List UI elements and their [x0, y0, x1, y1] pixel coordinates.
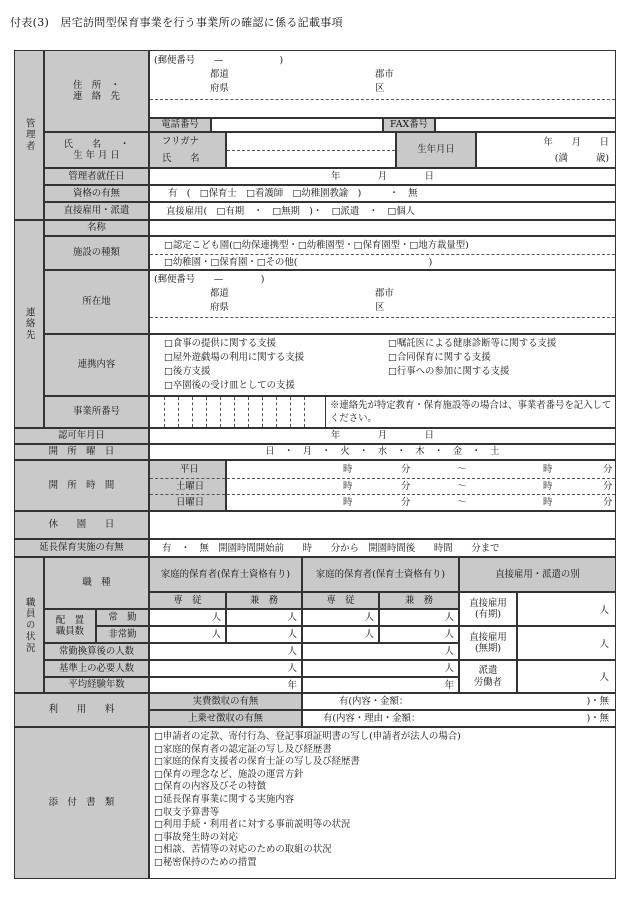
gunshi-label: 郡市 [375, 288, 394, 299]
count-input[interactable] [149, 660, 302, 677]
facility-type-row1: □認定こども園(□幼保連携型・□幼稚園型・□保育園型・□地方裁量型) [164, 240, 469, 251]
weekday-label: 平日 [180, 464, 199, 475]
attachment-item: □収支予算書等 [154, 806, 220, 818]
partner-section-label: 連絡先 [14, 220, 44, 428]
coop-item: □合同保育に関する支援 [388, 352, 491, 363]
digit-divider [276, 397, 277, 427]
unit-nin: 人 [287, 629, 297, 640]
extended-care-value: 有 ・ 無 開園時間開始前 時 分から 開園時間後 時間 分まで [162, 543, 500, 554]
job-kind-label: 職 種 [44, 557, 149, 609]
count-input[interactable] [302, 643, 459, 660]
tilde: ～ [457, 497, 467, 508]
manager-section-label: 管理者 [14, 50, 44, 220]
unit-nin: 人 [287, 663, 297, 674]
unit-nin: 人 [599, 672, 609, 683]
ymd-label: 年 月 日 [543, 137, 609, 148]
ku-label: 区 [375, 302, 385, 313]
birth-input[interactable] [476, 132, 616, 168]
direct-indefinite-count[interactable] [517, 626, 616, 660]
hour-unit: 時 [343, 497, 353, 508]
page-title: 付表(3) 居宅訪問型保育事業を行う事業所の確認に係る記載事項 [10, 16, 343, 29]
attachment-item: □利用手続・利用者に対する事前説明等の状況 [154, 819, 351, 831]
minute-unit: 分 [603, 464, 613, 475]
attachment-item: □相談、苦情等の対応のための取組の状況 [154, 844, 332, 856]
unit-nin: 人 [364, 612, 374, 623]
todofu-label: 都道 [210, 69, 229, 80]
kansan-label: 常勤換算後の人数 [44, 643, 149, 660]
closed-days-input[interactable] [149, 511, 616, 539]
tilde: ～ [457, 464, 467, 475]
dashed-divider [150, 99, 615, 100]
closed-days-label: 休 園 日 [14, 511, 149, 539]
unit-nen: 年 [444, 680, 454, 691]
location-input[interactable] [149, 270, 616, 334]
facility-type-options[interactable] [149, 236, 616, 270]
emp-label: 直接雇用・派遣 [44, 202, 149, 220]
emp-value: 直接雇用( □有期 ・ □無期 )・ □派遣 ・ □個人 [166, 206, 415, 217]
open-hours-input[interactable] [226, 460, 616, 511]
coop-item: □卒園後の受け皿としての支援 [164, 380, 295, 391]
haichi-label: 配 置 職員数 [44, 609, 96, 643]
attachment-item: □保育の理念など、施設の運営方針 [154, 768, 304, 780]
age-label: (満 歳) [554, 153, 609, 164]
birth-label: 生年月日 [396, 132, 476, 168]
fuken-label: 府県 [210, 83, 229, 94]
attachment-item: □秘密保持のための措置 [154, 856, 257, 868]
keiken-label: 平均経験年数 [44, 677, 149, 693]
open-days-options[interactable]: 日 ・ 月 ・ 火 ・ 水 ・ 木 ・ 金 ・ 土 [149, 444, 616, 460]
count-input[interactable] [379, 626, 459, 643]
dashed-divider [227, 478, 615, 479]
office-no-label: 事業所番号 [44, 396, 149, 428]
fee-label: 利 用 料 [14, 693, 149, 727]
emp-options[interactable] [149, 202, 616, 220]
coop-item: □後方支援 [164, 366, 211, 377]
digit-divider [304, 397, 305, 427]
years-input[interactable] [302, 677, 459, 693]
actual-cost-text: 有(内容・金額： [339, 696, 409, 707]
count-input[interactable] [302, 660, 459, 677]
fax-label: FAX番号 [383, 118, 435, 132]
digit-divider [192, 397, 193, 427]
kenmu-header: 兼 務 [226, 592, 302, 609]
manager-address-field[interactable] [149, 50, 616, 118]
attachment-item: □延長保育事業に関する実施内容 [154, 793, 295, 805]
count-input[interactable] [379, 609, 459, 626]
appoint-label: 管理者就任日 [44, 168, 149, 185]
actual-cost-end: )・無 [586, 696, 609, 707]
unit-nin: 人 [444, 612, 454, 623]
dashed-divider [150, 494, 225, 495]
dashed-divider [227, 494, 615, 495]
minute-unit: 分 [401, 464, 411, 475]
shimei-label: 氏 名 [162, 153, 200, 164]
extra-charge-end: )・無 [586, 713, 609, 724]
count-input[interactable] [149, 626, 226, 643]
staff-section-label: 職員の状況 [14, 557, 44, 693]
unit-nin: 人 [599, 639, 609, 650]
divider [325, 397, 326, 427]
manager-name-label: 氏 名 ・ 生 年 月 日 [44, 132, 149, 168]
unit-nin: 人 [599, 605, 609, 616]
furigana-name-label [149, 132, 226, 168]
manager-name-input[interactable] [226, 132, 396, 168]
coop-label: 連携内容 [44, 334, 149, 396]
hour-unit: 時 [543, 464, 553, 475]
minute-unit: 分 [603, 481, 613, 492]
unit-nin: 人 [444, 663, 454, 674]
attachment-item: □家庭的保育支援者の保育士証の写し及び経歴書 [154, 756, 360, 768]
unit-nin: 人 [364, 629, 374, 640]
senju-header: 専 従 [149, 592, 226, 609]
postal-code-label: (郵便番号 — ) [154, 55, 284, 66]
qual-options[interactable] [149, 185, 616, 202]
digit-divider [164, 397, 165, 427]
digit-divider [248, 397, 249, 427]
dashed-divider [150, 478, 225, 479]
digit-divider [178, 397, 179, 427]
count-input[interactable] [302, 626, 379, 643]
tilde: ～ [457, 481, 467, 492]
actual-cost-label: 実費徴収の有無 [149, 693, 302, 710]
kijun-label: 基準上の必要人数 [44, 660, 149, 677]
coop-item: □行事への参加に関する支援 [388, 366, 510, 377]
col1-header: 家庭的保育者(保育士資格有り) [149, 557, 302, 592]
minute-unit: 分 [401, 481, 411, 492]
ku-label: 区 [375, 83, 385, 94]
dashed-divider [227, 150, 395, 151]
attachment-item: □家庭的保育者の認定証の写し及び経歴書 [154, 743, 332, 755]
partner-name-input[interactable] [149, 220, 616, 236]
furigana-label: フリガナ [162, 136, 200, 147]
dispatch-label: 派遣 労働者 [459, 660, 517, 693]
partner-name-label: 名称 [44, 220, 149, 236]
coop-item: □食事の提供に関する支援 [164, 338, 276, 349]
open-hours-label: 開 所 時 間 [14, 460, 149, 511]
qual-label: 資格の有無 [44, 185, 149, 202]
attachment-item: □事故発生時の対応 [154, 831, 238, 843]
extended-care-input[interactable] [149, 539, 616, 557]
digit-divider [290, 397, 291, 427]
open-hours-daytypes [149, 460, 226, 511]
coop-options[interactable] [149, 334, 616, 396]
years-input[interactable] [149, 677, 302, 693]
extra-charge-text: 有(内容・理由・金額： [323, 713, 421, 724]
hour-unit: 時 [343, 481, 353, 492]
count-input[interactable] [149, 609, 226, 626]
attachments-label: 添 付 書 類 [14, 727, 149, 879]
office-no-note: ※連絡先が特定教育・保育施設等の場合は、事業者番号を記入してください。 [330, 400, 612, 424]
facility-type-row2: □幼稚園・□保育園・□その他( ) [164, 257, 433, 268]
tel-input[interactable] [211, 118, 383, 132]
attachments-list[interactable] [149, 727, 616, 879]
unit-nin: 人 [444, 629, 454, 640]
sunday-label: 日曜日 [176, 497, 205, 508]
qual-value: 有 ( □保育士 □看護師 □幼稚園教諭 ) ・ 無 [168, 188, 418, 199]
coop-item: □嘱託医による健康診断等に関する支援 [388, 338, 557, 349]
unit-nin: 人 [287, 612, 297, 623]
dispatch-count[interactable] [517, 660, 616, 693]
extended-care-label: 延長保育実施の有無 [14, 539, 149, 557]
col3-header: 直接雇用・派遣の別 [459, 557, 616, 592]
manager-address-label: 住 所 ・ 連 絡 先 [44, 50, 149, 132]
facility-type-label: 施設の種類 [44, 236, 149, 270]
digit-divider [220, 397, 221, 427]
hijoukin-label: 非常勤 [96, 626, 149, 643]
postal-code-label: (郵便番号 — ) [154, 274, 265, 285]
minute-unit: 分 [401, 497, 411, 508]
col2-header: 家庭的保育者(保育士資格有り) [302, 557, 459, 592]
unit-nin: 人 [211, 612, 221, 623]
tel-label: 電話番号 [149, 118, 211, 132]
appoint-date-input[interactable]: 年 月 日 [149, 168, 616, 185]
location-label: 所在地 [44, 270, 149, 334]
unit-nin: 人 [211, 629, 221, 640]
count-input[interactable] [149, 643, 302, 660]
digit-divider [262, 397, 263, 427]
approval-label: 認可年月日 [14, 428, 149, 444]
extra-charge-input[interactable] [302, 710, 616, 727]
minute-unit: 分 [603, 497, 613, 508]
todofu-label: 都道 [210, 288, 229, 299]
hour-unit: 時 [343, 464, 353, 475]
digit-divider [206, 397, 207, 427]
saturday-label: 土曜日 [176, 481, 205, 492]
extra-charge-label: 上乗せ徴収の有無 [149, 710, 302, 727]
fuken-label: 府県 [210, 302, 229, 313]
senju-header: 専 従 [302, 592, 379, 609]
actual-cost-input[interactable] [302, 693, 616, 710]
attachment-item: □申請者の定款、寄付行為、登記事項証明書の写し(申請者が法人の場合) [154, 731, 461, 742]
direct-indefinite-label: 直接雇用 (無期) [459, 626, 517, 660]
count-input[interactable] [226, 626, 302, 643]
open-days-label: 開 所 曜 日 [14, 444, 149, 460]
unit-nin: 人 [287, 646, 297, 657]
count-input[interactable] [302, 609, 379, 626]
office-no-input[interactable] [149, 396, 616, 428]
joukin-label: 常 勤 [96, 609, 149, 626]
direct-fixed-count[interactable] [517, 592, 616, 626]
gunshi-label: 郡市 [375, 69, 394, 80]
dashed-divider [150, 254, 615, 255]
unit-nen: 年 [287, 680, 297, 691]
hour-unit: 時 [543, 497, 553, 508]
hour-unit: 時 [543, 481, 553, 492]
fax-input[interactable] [435, 118, 616, 132]
kenmu-header: 兼 務 [379, 592, 459, 609]
count-input[interactable] [226, 609, 302, 626]
unit-nin: 人 [444, 646, 454, 657]
dashed-divider [150, 317, 615, 318]
direct-fixed-label: 直接雇用 (有期) [459, 592, 517, 626]
approval-date-input[interactable]: 年 月 日 [149, 428, 616, 444]
digit-divider [234, 397, 235, 427]
coop-item: □屋外遊戯場の利用に関する支援 [164, 352, 305, 363]
attachment-item: □保育の内容及びその特徴 [154, 781, 266, 793]
